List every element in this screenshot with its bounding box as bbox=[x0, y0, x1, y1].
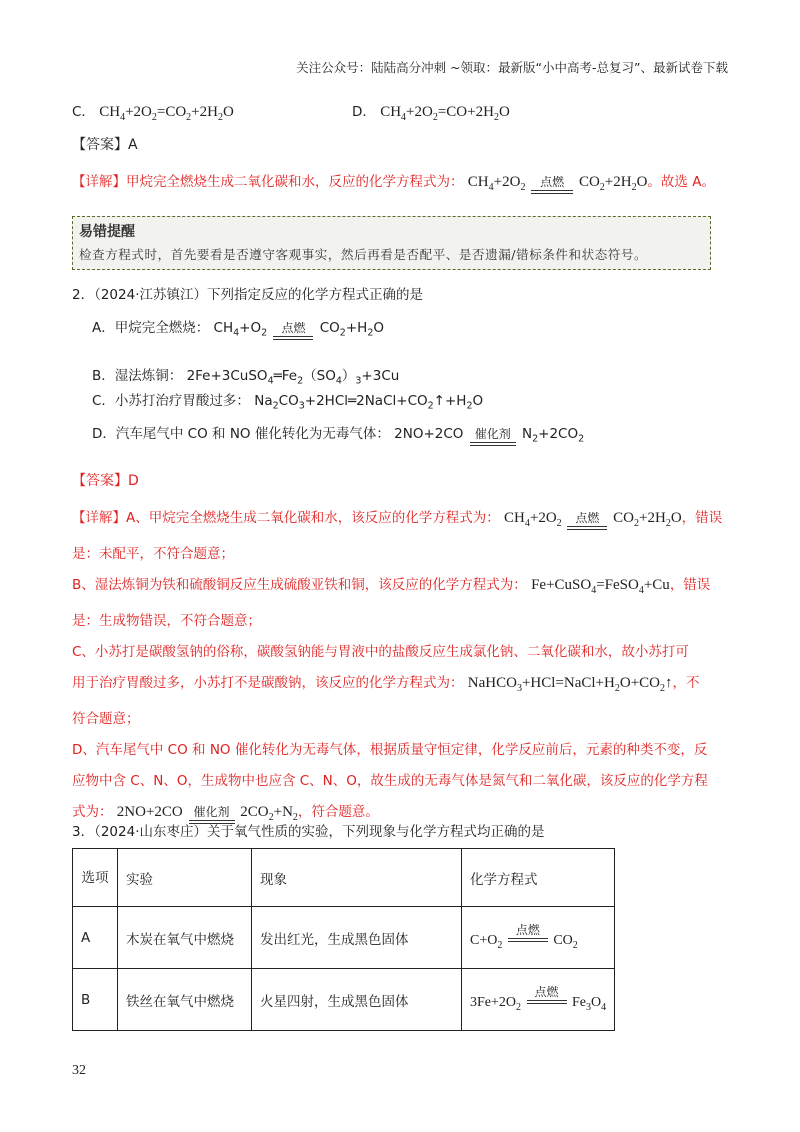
q3-table bbox=[72, 848, 615, 1031]
exp-text: A、甲烷完全燃烧生成二氧化碳和水，该反应的化学方程式为： bbox=[126, 510, 500, 526]
row-experiment: 木炭在氧气中燃烧 bbox=[118, 907, 252, 969]
exp-b-line2: 是：生成物错误，不符合题意； bbox=[72, 613, 261, 629]
exp-b-line1 bbox=[72, 570, 732, 606]
q2-explanation bbox=[72, 503, 732, 833]
option-text: B．湿法炼铜： bbox=[92, 368, 183, 384]
row-phenomenon: 发出红光，生成黑色固体 bbox=[252, 907, 462, 969]
exp-c-equation: $NaHCO_3+HCl=NaCl+H_2O+CO_2↑$ bbox=[467, 675, 673, 694]
table-row bbox=[73, 907, 615, 969]
row-equation: $3Fe+2O_2$ 点燃 $Fe_3O_4$ bbox=[462, 969, 615, 1031]
exp-c-line3: 符合题意； bbox=[72, 711, 140, 727]
q1-detail bbox=[72, 170, 715, 194]
exp-text: 用于治疗胃酸过多，小苏打不是碳酸钠，该反应的化学方程式为： bbox=[72, 675, 464, 691]
detail-text: 甲烷完全燃烧生成二氧化碳和水，反应的化学方程式为： bbox=[126, 174, 464, 190]
option-label: C． bbox=[72, 104, 95, 120]
option-label: D． bbox=[352, 104, 376, 120]
exp-text: ，符合题意。 bbox=[297, 804, 379, 820]
exp-d-line2: 应物中含 C、N、O，生成物中也应含 C、N、O，故生成的无毒气体是氮气和二氧化碳，该反应的化学方程 bbox=[72, 773, 708, 789]
option-text: C．小苏打治疗胃酸过多： bbox=[92, 393, 250, 409]
q2-answer: 【答案】D bbox=[72, 473, 139, 489]
condition-label: 点燃 bbox=[575, 511, 600, 525]
header-equation: 化学方程式 bbox=[462, 849, 615, 907]
equation-d: 2NO+2CO 催化剂 $N_2+2CO_2$ bbox=[394, 426, 585, 445]
condition-label: 点燃 bbox=[281, 321, 306, 335]
detail-end: 。故选 A。 bbox=[647, 174, 715, 190]
q3-stem: 3．（2024·山东枣庄）关于氧气性质的实验，下列现象与化学方程式均正确的是 bbox=[72, 824, 545, 840]
condition-label: 点燃 bbox=[515, 923, 540, 938]
equation-c: $CH_4+2O_2=CO_2+2H_2O$ bbox=[99, 104, 234, 123]
row-phenomenon: 火星四射，生成黑色固体 bbox=[252, 969, 462, 1031]
exp-d-equation: 2NO+2CO 催化剂 $2CO_2+N_2$ bbox=[116, 804, 298, 823]
condition-label: 点燃 bbox=[540, 175, 565, 189]
catalyst-label: 催化剂 bbox=[474, 427, 511, 441]
header-phenomenon: 现象 bbox=[252, 849, 462, 907]
exp-text: 式为： bbox=[72, 804, 113, 820]
q2-stem: 2．（2024·江苏镇江）下列指定反应的化学方程式正确的是 bbox=[72, 287, 423, 303]
exp-text: ，不 bbox=[672, 675, 700, 691]
exp-a-line2: 是：未配平，不符合题意； bbox=[72, 546, 234, 562]
detail-equation: $CH_4+2O_2$ 点燃 $CO_2+2H_2O$ bbox=[467, 174, 648, 193]
exp-text: ，错误 bbox=[669, 577, 711, 593]
equation-c: $Na_2CO_3+2HCl═2NaCl+CO_2↑+H_2O$ bbox=[254, 393, 484, 412]
exp-a-line1 bbox=[72, 503, 732, 539]
condition-label: 点燃 bbox=[534, 985, 559, 1000]
option-text: A．甲烷完全燃烧： bbox=[92, 320, 210, 336]
equation-d: $CH_4+2O_2=CO+2H_2O$ bbox=[380, 104, 510, 123]
q2-option-d bbox=[92, 422, 584, 446]
q1-option-c bbox=[72, 100, 234, 123]
q1-option-d bbox=[352, 100, 510, 123]
page-header: 关注公众号：陆陆高分冲刺 ~领取：最新版“小中高考-总复习”、最新试卷下载 bbox=[296, 60, 728, 75]
tip-title: 易错提醒 bbox=[79, 224, 135, 240]
exp-a-equation: $CH_4+2O_2$ 点燃 $CO_2+2H_2O$ bbox=[504, 510, 682, 529]
equation-a: $CH_4+O_2$ 点燃 $CO_2+H_2O$ bbox=[213, 320, 384, 339]
detail-tag: 【详解】 bbox=[72, 174, 126, 190]
q2-option-c bbox=[92, 389, 483, 412]
q1-answer: 【答案】A bbox=[72, 137, 138, 153]
equation-b: $2Fe+3CuSO_4═Fe_2(SO_4)_3+3Cu$ bbox=[186, 368, 400, 387]
exp-c-line1: C、小苏打是碳酸氢钠的俗称，碳酸氢钠能与胃液中的盐酸反应生成氯化钠、二氧化碳和水，故小苏打可 bbox=[72, 644, 689, 660]
header-experiment: 实验 bbox=[118, 849, 252, 907]
q2-option-b bbox=[92, 364, 399, 387]
page-number: 32 bbox=[72, 1063, 86, 1078]
exp-d-line1: D、汽车尾气中 CO 和 NO 催化转化为无毒气体，根据质量守恒定律，化学反应前后，元素的种类不变，反 bbox=[72, 742, 708, 758]
header-option: 选项 bbox=[73, 849, 118, 907]
exp-text: ，错误 bbox=[681, 510, 723, 526]
row-option: A bbox=[73, 907, 118, 969]
tip-box bbox=[72, 216, 711, 270]
row-experiment: 铁丝在氧气中燃烧 bbox=[118, 969, 252, 1031]
catalyst-label: 催化剂 bbox=[193, 805, 230, 819]
detail-tag: 【详解】 bbox=[72, 510, 126, 526]
row-option: B bbox=[73, 969, 118, 1031]
table-header-row bbox=[73, 849, 615, 907]
tip-text: 检查方程式时，首先要看是否遵守客观事实，然后再看是否配平、是否遗漏/错标条件和状态符号。 bbox=[79, 247, 648, 262]
row-equation: $C+O_2$ 点燃 $CO_2$ bbox=[462, 907, 615, 969]
exp-text: B、湿法炼铜为铁和硫酸铜反应生成硫酸亚铁和铜，该反应的化学方程式为： bbox=[72, 577, 527, 593]
exp-c-line2 bbox=[72, 668, 732, 704]
exp-b-equation: Fe+CuSO$_4$=FeSO$_4$+Cu bbox=[531, 577, 670, 596]
q2-option-a bbox=[92, 316, 384, 340]
table-row bbox=[73, 969, 615, 1031]
option-text: D．汽车尾气中 CO 和 NO 催化转化为无毒气体： bbox=[92, 426, 390, 442]
